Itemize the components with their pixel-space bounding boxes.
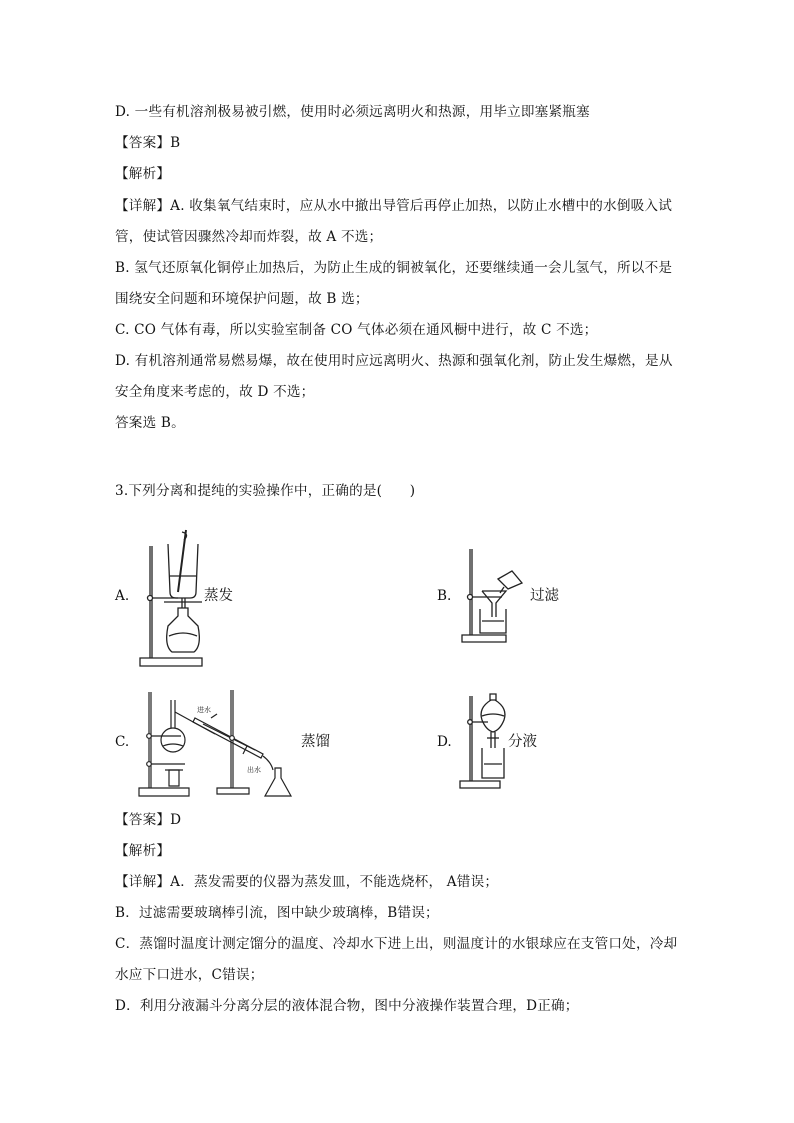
option-b-label: B. [437,588,452,604]
prev-detail-a-1: 【详解】A. 收集氧气结束时，应从水中撤出导管后再停止加热，以防止水槽中的水倒吸入试 [115,198,673,214]
distillation-inlet-label: 进水 [197,706,211,714]
prev-option-d: D. 一些有机溶剂极易被引燃，使用时必须远离明火和热源，用毕立即塞紧瓶塞 [115,104,590,120]
q3-detail-c-1: C．蒸馏时温度计测定馏分的温度、冷却水下进上出，则温度计的水银球应在支管口处，冷却 [115,936,678,952]
q3-detail-d: D．利用分液漏斗分离分层的液体混合物，图中分液操作装置合理，D正确； [115,998,579,1014]
option-a-name: 蒸发 [204,588,233,604]
distillation-apparatus [135,688,295,800]
option-b-name: 过滤 [530,588,559,604]
option-d-label: D. [437,734,452,750]
prev-detail-b-2: 围绕安全问题和环境保护问题，故 B 选； [115,291,369,307]
prev-answer: 【答案】B [115,135,181,151]
prev-detail-a-2: 管，使试管因骤然冷却而炸裂，故 A 不选； [115,229,383,245]
option-c-name: 蒸馏 [301,734,330,750]
q3-analysis-heading: 【解析】 [115,843,171,859]
distillation-outlet-label: 出水 [247,766,261,774]
option-d-name: 分液 [508,734,537,750]
prev-detail-d-2: 安全角度来考虑的，故 D 不选； [115,384,315,400]
prev-detail-d-1: D. 有机溶剂通常易燃易爆，故在使用时应远离明火、热源和强氧化剂，防止发生爆燃，是从 [115,353,673,369]
prev-analysis-heading: 【解析】 [115,166,171,182]
filtration-apparatus [460,545,530,645]
q3-detail-c-2: 水应下口进水，C错误； [115,967,264,983]
prev-detail-b-1: B. 氢气还原氧化铜停止加热后，为防止生成的铜被氧化，还要继续通一会儿氢气，所以不是 [115,260,673,276]
evaporation-apparatus [138,526,210,668]
option-c-label: C. [115,734,130,750]
q3-answer: 【答案】D [115,812,182,828]
question-3-stem: 3.下列分离和提纯的实验操作中，正确的是( ) [115,483,416,499]
q3-detail-a: 【详解】A．蒸发需要的仪器为蒸发皿，不能选烧杯， A错误； [115,874,499,890]
prev-detail-c: C. CO 气体有毒，所以实验室制备 CO 气体必须在通风橱中进行，故 C 不选； [115,322,598,338]
option-a-label: A. [115,588,130,604]
prev-conclusion: 答案选 B。 [115,415,185,431]
q3-detail-b: B．过滤需要玻璃棒引流，图中缺少玻璃棒，B错误； [115,905,439,921]
